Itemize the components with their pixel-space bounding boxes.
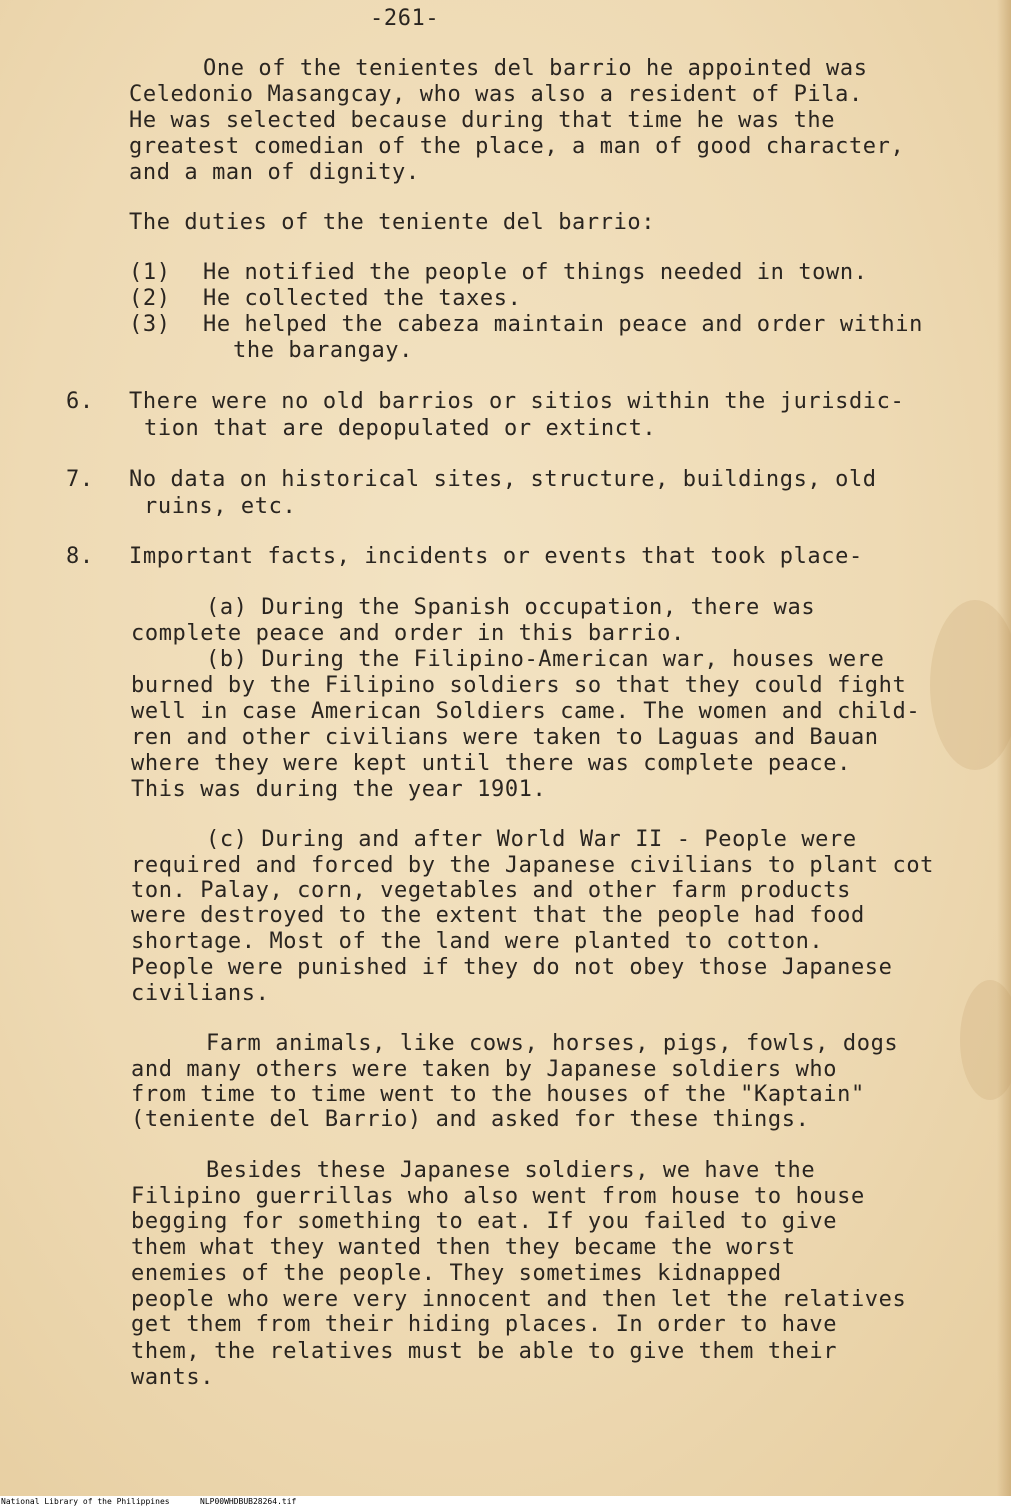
item-text: There were no old barrios or sitios within the jurisdic- — [129, 389, 905, 414]
footer-library: National Library of the Philippines — [1, 1497, 170, 1506]
item-text: Important facts, incidents or events that took place- — [129, 544, 863, 569]
text-line: shortage. Most of the land were planted to cotton. — [131, 929, 824, 954]
item-text: No data on historical sites, structure, buildings, old — [129, 467, 877, 492]
text-line: civilians. — [131, 981, 270, 1006]
footer-filename: NLP00WHDBUB28264.tif — [200, 1497, 297, 1506]
item-number: 6. — [66, 389, 94, 414]
scan-footer — [0, 1496, 1011, 1508]
text-line: Besides these Japanese soldiers, we have the — [206, 1158, 816, 1183]
text-line: were destroyed to the extent that the people had food — [131, 903, 865, 928]
text-line: Celedonio Masangcay, who was also a resident of Pila. — [129, 82, 863, 107]
text-line: He was selected because during that time he was the — [129, 108, 836, 133]
text-line: well in case American Soldiers came. The women and child- — [131, 699, 921, 724]
text-line: ton. Palay, corn, vegetables and other farm products — [131, 878, 851, 903]
text-line: where they were kept until there was complete peace. — [131, 751, 851, 776]
duty-number: (3) — [129, 312, 171, 337]
text-line: them, the relatives must be able to give them their — [131, 1339, 838, 1364]
text-line: wants. — [131, 1365, 215, 1390]
page-number: -261- — [370, 6, 440, 31]
text-line: and many others were taken by Japanese soldiers who — [131, 1057, 838, 1082]
text-line: (a) During the Spanish occupation, there was — [206, 595, 816, 620]
text-line: enemies of the people. They sometimes kidnapped — [131, 1261, 782, 1286]
text-line: get them from their hiding places. In order to have — [131, 1312, 838, 1337]
duties-heading: The duties of the teniente del barrio: — [129, 210, 656, 235]
duty-text: He collected the taxes. — [203, 286, 522, 311]
paper-edge-shadow — [997, 0, 1011, 1496]
text-line: (b) During the Filipino-American war, houses were — [206, 647, 885, 672]
duty-text: the barangay. — [233, 338, 413, 363]
item-text: ruins, etc. — [144, 494, 297, 519]
item-number: 7. — [66, 467, 94, 492]
duty-number: (2) — [129, 286, 171, 311]
duty-text: He helped the cabeza maintain peace and order within — [203, 312, 923, 337]
text-line: Filipino guerrillas who also went from house to house — [131, 1184, 865, 1209]
text-line: complete peace and order in this barrio. — [131, 621, 685, 646]
text-line: People were punished if they do not obey those Japanese — [131, 955, 893, 980]
text-line: from time to time went to the houses of the "Kaptain" — [131, 1082, 865, 1107]
text-line: and a man of dignity. — [129, 160, 420, 185]
text-line: (teniente del Barrio) and asked for these things. — [131, 1107, 810, 1132]
text-line: required and forced by the Japanese civilians to plant cot — [131, 853, 935, 878]
text-line: One of the tenientes del barrio he appointed was — [203, 56, 868, 81]
text-line: greatest comedian of the place, a man of good character, — [129, 134, 905, 159]
text-line: burned by the Filipino soldiers so that they could fight — [131, 673, 907, 698]
text-line: Farm animals, like cows, horses, pigs, fowls, dogs — [206, 1031, 899, 1056]
text-line: This was during the year 1901. — [131, 777, 547, 802]
item-text: tion that are depopulated or extinct. — [144, 416, 657, 441]
text-line: begging for something to eat. If you failed to give — [131, 1209, 838, 1234]
duty-text: He notified the people of things needed in town. — [203, 260, 868, 285]
duty-number: (1) — [129, 260, 171, 285]
text-line: ren and other civilians were taken to Laguas and Bauan — [131, 725, 879, 750]
text-line: (c) During and after World War II - People were — [206, 827, 857, 852]
text-line: people who were very innocent and then let the relatives — [131, 1287, 907, 1312]
text-line: them what they wanted then they became the worst — [131, 1235, 796, 1260]
item-number: 8. — [66, 544, 94, 569]
